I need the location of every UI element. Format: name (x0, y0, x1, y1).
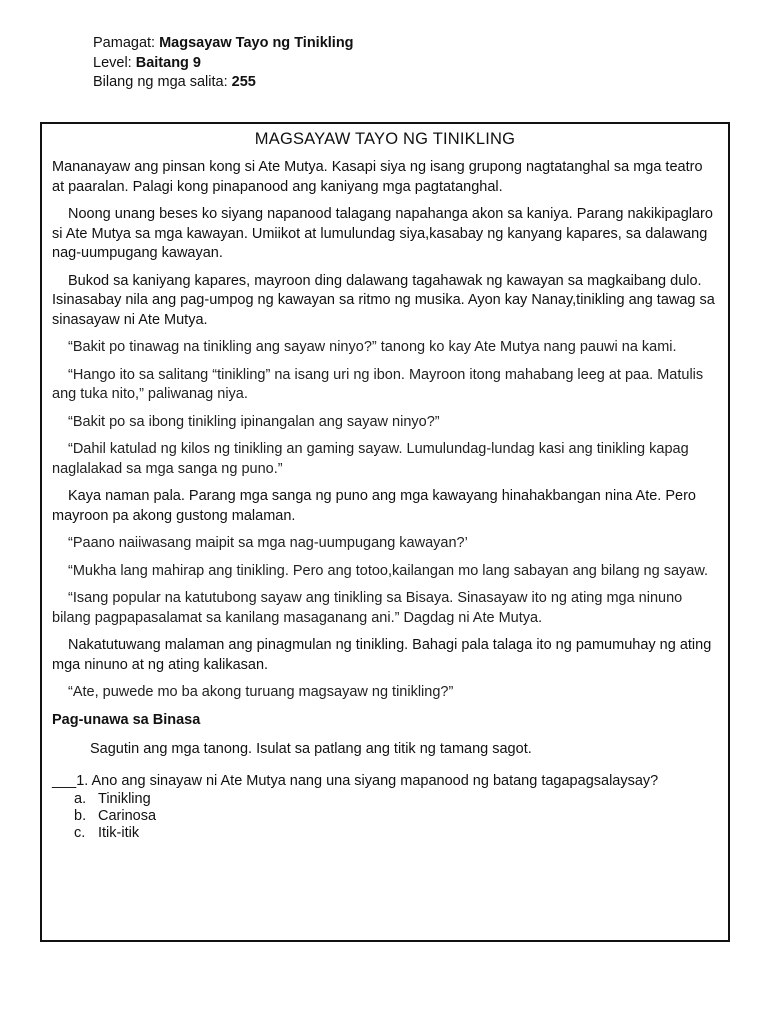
word-count-label: Bilang ng mga salita: (93, 74, 232, 90)
choice-text: Carinosa (98, 808, 157, 824)
dialogue-paragraph: “Dahil katulad ng kilos ng tinikling an gaming sayaw. Lumulundag-lundag kasi ang tinikling kapag naglalakad sa mga sanga ng puno.” (52, 441, 689, 477)
choice-text: Tinikling (98, 791, 151, 807)
document-metadata (93, 34, 354, 93)
choice-letter: c. (74, 825, 86, 841)
word-count-value: 255 (231, 74, 256, 90)
story-paragraph: Bukod sa kaniyang kapares, mayroon ding dalawang tagahawak ng kawayan sa magkaibang dulo. Isinasabay nila ang pag-umpog ng kawayan sa ritmo ng musika. Ayon kay Nanay,tinikling ang tawag sa sinasayaw ni Ate Mutya. (52, 272, 715, 328)
title-meta-row (93, 34, 354, 54)
dialogue-paragraph: “Bakit po sa ibong tinikling ipinangalan ang sayaw ninyo?” (68, 413, 440, 430)
dialogue-paragraph: “Isang popular na katutubong sayaw ang tinikling sa Bisaya. Sinasayaw ito ng ating mga ninuno bilang pagpapasalamat sa kanilang masaganang ani.” Dagdag ni Ate Mutya. (52, 590, 683, 626)
comprehension-instruction: Sagutin ang mga tanong. Isulat sa patlang ang titik ng tamang sagot. (90, 741, 532, 757)
dialogue-paragraph: “Ate, puwede mo ba akong turuang magsayaw ng tinikling?” (68, 684, 454, 700)
story-paragraph: Mananayaw ang pinsan kong si Ate Mutya. Kasapi siya ng isang grupong nagtatanghal sa mga teatro at paaralan. Palagi kong pinapanood ang kaniyang mga pagtatanghal. (52, 159, 703, 195)
story-box (40, 122, 730, 942)
choice-letter: b. (74, 808, 87, 824)
story-title: MAGSAYAW TAYO NG TINIKLING (254, 130, 516, 148)
story-paragraph: Nakatutuwang malaman ang pinagmulan ng tinikling. Bahagi pala talaga ito ng pamumuhay ng ating mga ninuno at ng ating kalikasan. (52, 637, 712, 673)
choice-b (52, 808, 718, 825)
answer-choices (52, 791, 718, 842)
level-value: Baitang 9 (135, 54, 201, 71)
choice-text: Itik-itik (98, 825, 140, 841)
level-label: Level: (93, 54, 136, 71)
dialogue-paragraph: “Paano naiiwasang maipit sa mga nag-uumpugang kawayan?’ (68, 535, 468, 551)
word-count-meta-row (93, 73, 354, 93)
story-paragraph: Kaya naman pala. Parang mga sanga ng puno ang mga kawayang hinahakbangan nina Ate. Pero mayroon pa akong gustong malaman. (52, 488, 696, 524)
comprehension-heading: Pag-unawa sa Binasa (52, 711, 201, 728)
level-meta-row (93, 54, 354, 74)
dialogue-paragraph: “Hango ito sa salitang “tinikling” na isang uri ng ibon. Mayroon itong mahabang leeg at paa. Matulis ang tuka nito,” paliwanag niya. (52, 366, 704, 402)
pamagat-label: Pamagat: (93, 35, 160, 51)
choice-a (52, 791, 718, 808)
story-paragraph: Noong unang beses ko siyang napanood talagang napahanga akon sa kaniya. Parang nakikipaglaro si Ate Mutya sa mga kawayan. Umiikot at lumulundag siya,kasabay ng kanyang kapares, sa dalawang nag-uumpugang kawayan. (52, 206, 713, 261)
dialogue-paragraph: “Mukha lang mahirap ang tinikling. Pero ang totoo,kailangan mo lang sabayan ang bilang ng sayaw. (68, 562, 709, 579)
dialogue-paragraph: “Bakit po tinawag na tinikling ang sayaw ninyo?” tanong ko kay Ate Mutya nang pauwi na kami. (68, 339, 677, 355)
question-1: ___1. Ano ang sinayaw ni Ate Mutya nang una siyang mapanood ng batang tagapagsalaysay? (52, 772, 659, 789)
choice-c (52, 825, 718, 842)
choice-letter: a. (74, 791, 87, 807)
pamagat-value: Magsayaw Tayo ng Tinikling (159, 35, 354, 51)
